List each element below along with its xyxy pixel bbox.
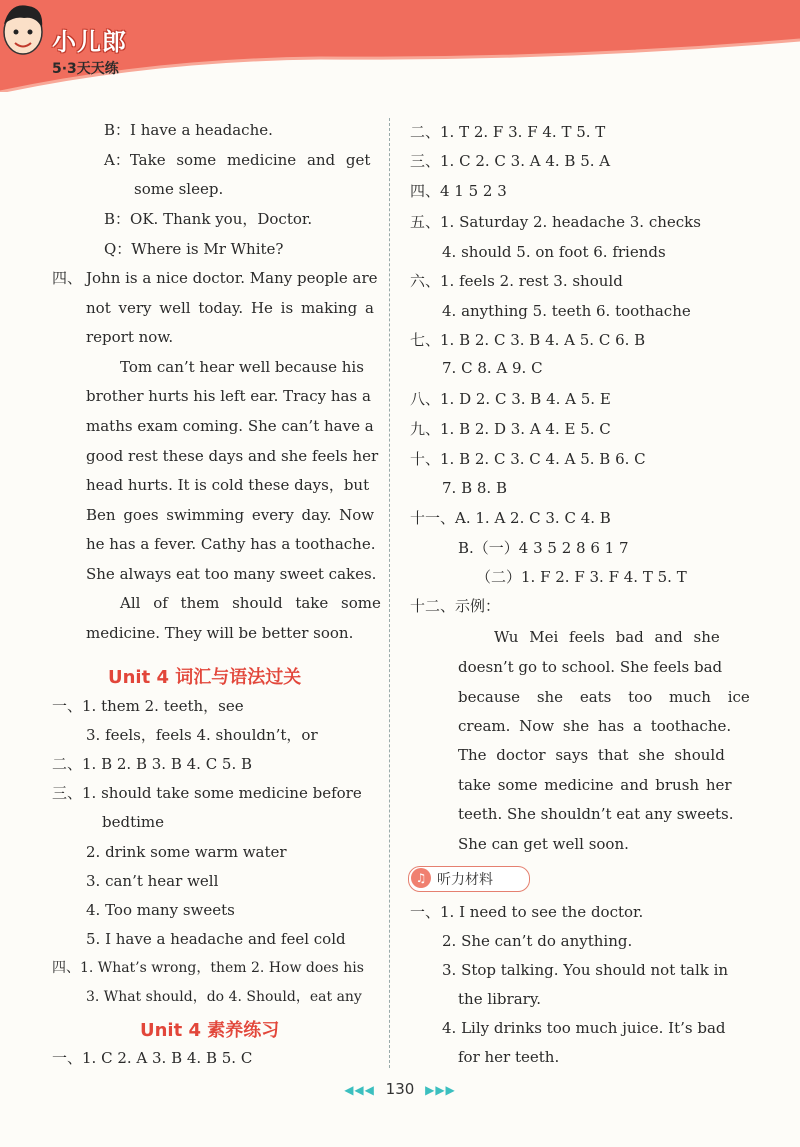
answer-line: 四、1. What’s wrong，them 2. How does his (52, 960, 364, 976)
answer-line: 4. anything 5. teeth 6. toothache (442, 302, 691, 320)
answer-line: 7. B 8. B (442, 479, 507, 497)
answer-line: 3. can’t hear well (86, 872, 219, 890)
passage-line: maths exam coming. She can’t have a (86, 417, 374, 435)
answer-line: 五、1. Saturday 2. headache 3. checks (410, 213, 701, 231)
essay-line: teeth. She shouldn’t eat any sweets. (458, 805, 734, 823)
unit-vocab-title: Unit 4 词汇与语法过关 (108, 667, 302, 688)
page-header (0, 0, 800, 92)
transcript-line: for her teeth. (458, 1048, 560, 1066)
passage-line: head hurts. It is cold these days，but (86, 476, 370, 494)
answer-line: 一、1. them 2. teeth，see (52, 697, 244, 715)
essay-line: because she eats too much ice (458, 688, 750, 706)
answer-line: 4. should 5. on foot 6. friends (442, 243, 666, 261)
transcript-line: 2. She can’t do anything. (442, 932, 633, 950)
answer-line: 5. I have a headache and feel cold (86, 930, 346, 948)
transcript-line: 3. Stop talking. You should not talk in (442, 961, 729, 979)
passage-line: medicine. They will be better soon. (86, 624, 354, 642)
listening-material-label: 听力材料 (437, 872, 493, 888)
answer-line: 4. Too many sweets (86, 901, 235, 919)
dialogue-line: B：I have a headache. (104, 121, 273, 139)
column-divider (389, 118, 390, 1068)
essay-line: The doctor says that she should (458, 746, 725, 764)
answer-line: 三、1. should take some medicine before (52, 784, 362, 802)
answer-line: 二、1. B 2. B 3. B 4. C 5. B (52, 755, 253, 773)
transcript-line: the library. (458, 990, 542, 1008)
answer-line: 七、1. B 2. C 3. B 4. A 5. C 6. B (410, 331, 646, 349)
right-arrows-icon: ▶▶▶ (425, 1083, 456, 1097)
passage-line: not very well today. He is making a (86, 299, 374, 317)
brand-title: 小儿郎 (52, 28, 127, 56)
answer-line: 二、1. T 2. F 3. F 4. T 5. T (410, 123, 606, 141)
answer-line: 2. drink some warm water (86, 843, 287, 861)
essay-line: cream. Now she has a toothache. (458, 717, 732, 735)
transcript-line: 一、1. I need to see the doctor. (410, 903, 644, 921)
answer-line: bedtime (102, 813, 165, 831)
answer-line: 十一、A. 1. A 2. C 3. C 4. B (410, 509, 611, 527)
essay-line: Wu Mei feels bad and she (494, 628, 720, 646)
answer-line: 六、1. feels 2. rest 3. should (410, 272, 623, 290)
answer-line: 九、1. B 2. D 3. A 4. E 5. C (410, 420, 611, 438)
answer-line: 四、4 1 5 2 3 (410, 182, 507, 200)
essay-line: take some medicine and brush her (458, 776, 732, 794)
page-number: 130 (385, 1080, 415, 1098)
answer-line: 十二、示例： (410, 597, 501, 615)
answer-line: 7. C 8. A 9. C (442, 359, 543, 377)
answer-line: 一、1. C 2. A 3. B 4. B 5. C (52, 1049, 253, 1067)
mascot-icon (0, 0, 46, 62)
answer-line: B.（一）4 3 5 2 8 6 1 7 (458, 539, 629, 557)
passage-line: All of them should take some (120, 594, 381, 612)
answer-line: 3. What should，do 4. Should，eat any (86, 989, 362, 1005)
passage-line: She always eat too many sweet cakes. (86, 565, 377, 583)
dialogue-line: Q：Where is Mr White? (104, 240, 284, 258)
unit-practice-title: Unit 4 素养练习 (140, 1020, 280, 1041)
section-label: 四、 (52, 269, 83, 287)
passage-line: brother hurts his left ear. Tracy has a (86, 387, 371, 405)
answer-line: （二）1. F 2. F 3. F 4. T 5. T (476, 568, 687, 586)
listening-material-badge (408, 866, 530, 892)
answer-line: 3. feels，feels 4. shouldn’t，or (86, 726, 318, 744)
brand-subtitle: 5·3天天练 (52, 61, 119, 77)
dialogue-line: B：OK. Thank you，Doctor. (104, 210, 313, 228)
answer-line: 八、1. D 2. C 3. B 4. A 5. E (410, 390, 611, 408)
left-arrows-icon: ◀◀◀ (344, 1083, 375, 1097)
dialogue-line: A：Take some medicine and get (104, 151, 371, 169)
headphones-icon: ♫ (411, 868, 431, 888)
dialogue-line: some sleep. (134, 180, 224, 198)
essay-line: doesn’t go to school. She feels bad (458, 658, 723, 676)
answer-line: 三、1. C 2. C 3. A 4. B 5. A (410, 152, 611, 170)
passage-line: Tom can’t hear well because his (120, 358, 364, 376)
passage-line: John is a nice doctor. Many people are (86, 269, 378, 287)
transcript-line: 4. Lily drinks too much juice. It’s bad (442, 1019, 726, 1037)
passage-line: good rest these days and she feels her (86, 447, 379, 465)
answer-line: 十、1. B 2. C 3. C 4. A 5. B 6. C (410, 450, 646, 468)
page-footer (0, 1080, 800, 1098)
passage-line: he has a fever. Cathy has a toothache. (86, 535, 376, 553)
passage-line: report now. (86, 328, 174, 346)
passage-line: Ben goes swimming every day. Now (86, 506, 375, 524)
essay-line: She can get well soon. (458, 835, 629, 853)
